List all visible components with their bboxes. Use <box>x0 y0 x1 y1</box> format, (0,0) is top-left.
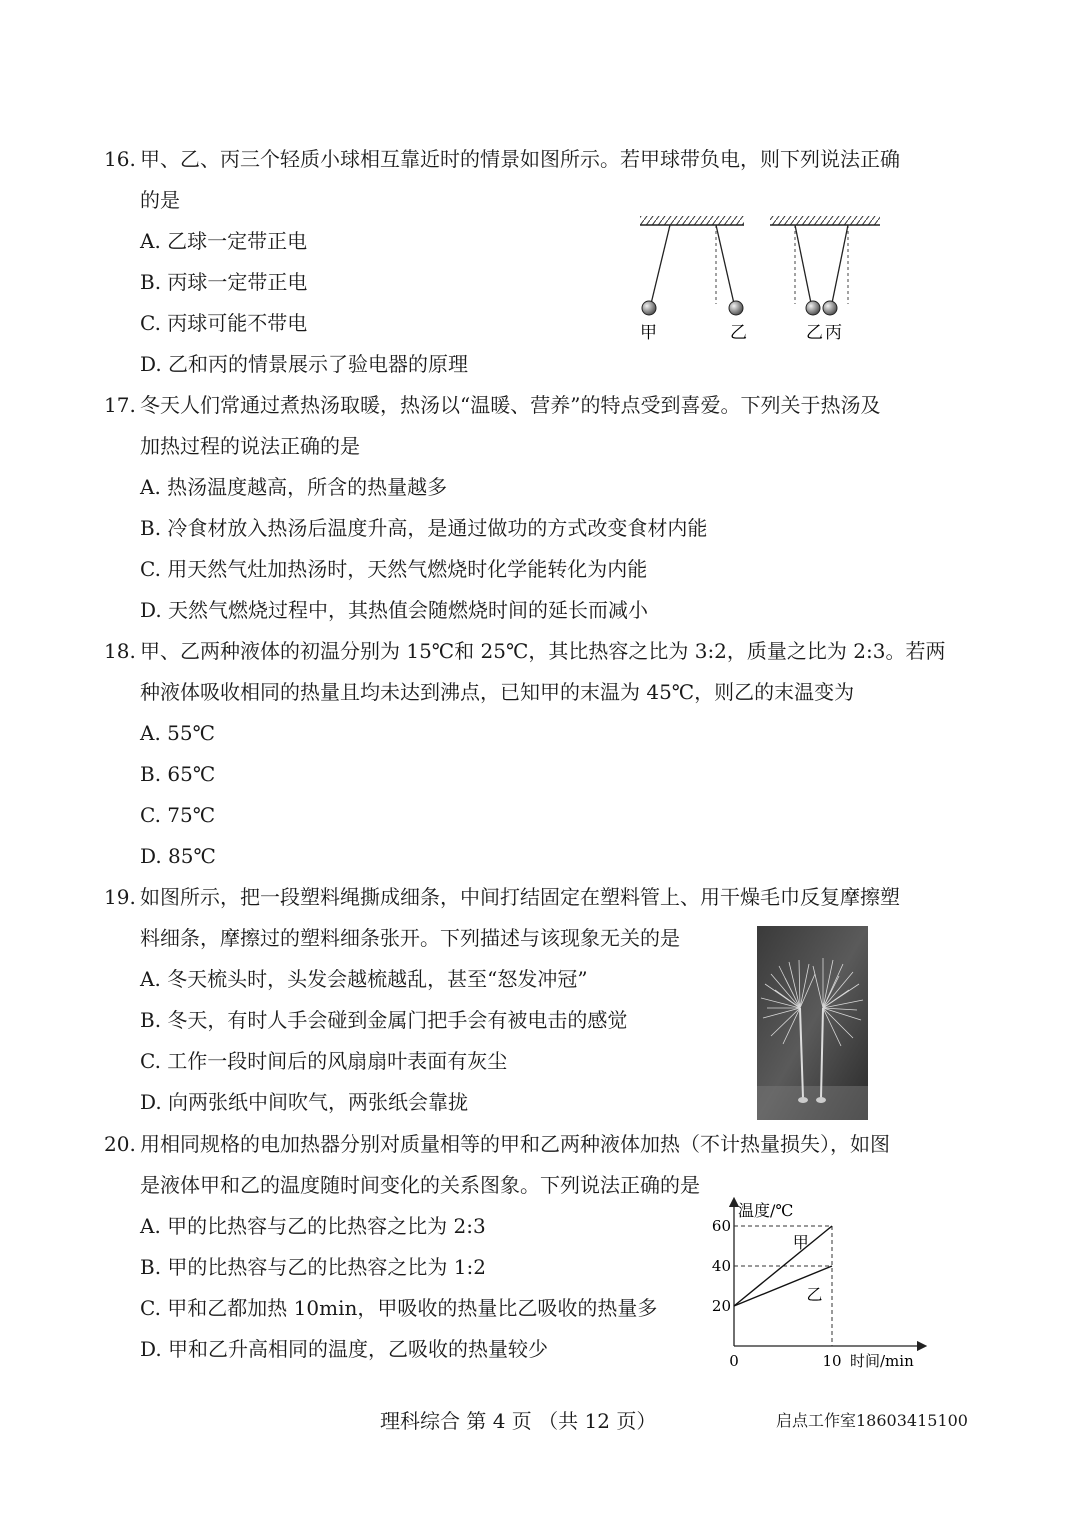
y-tick-20: 20 <box>711 1297 731 1315</box>
q17-option-b[interactable]: B. 冷食材放入热汤后温度升高，是通过做功的方式改变食材内能 <box>140 516 708 540</box>
thread-bing <box>831 225 848 308</box>
thread-jia <box>650 225 670 308</box>
thread-yi-right <box>795 225 812 308</box>
q16-stem-line-1: 16. 甲、乙、丙三个轻质小球相互靠近时的情景如图所示。若甲球带负电，则下列说法正确 <box>104 147 900 171</box>
q16-stem-line-2: 的是 <box>140 188 180 212</box>
q19-option-c[interactable]: C. 工作一段时间后的风扇扇叶表面有灰尘 <box>140 1049 508 1073</box>
q20-option-c[interactable]: C. 甲和乙都加热 10min，甲吸收的热量比乙吸收的热量多 <box>140 1296 658 1320</box>
q18-number: 18. <box>104 639 136 663</box>
q17-option-d[interactable]: D. 天然气燃烧过程中，其热值会随燃烧时间的延长而减小 <box>140 598 649 622</box>
y-tick-40: 40 <box>711 1257 731 1275</box>
q16-pendulum-figure <box>620 212 890 352</box>
q18-option-b[interactable]: B. 65℃ <box>140 762 216 786</box>
q19-option-a[interactable]: A. 冬天梳头时，头发会越梳越乱，甚至“怒发冲冠” <box>140 967 588 991</box>
ball-bing <box>823 301 837 315</box>
q18-option-d[interactable]: D. 85℃ <box>140 844 216 868</box>
ball-jia <box>642 301 656 315</box>
q16-number: 16. <box>104 147 136 171</box>
q16-option-c[interactable]: C. 丙球可能不带电 <box>140 311 308 335</box>
page-footer: 理科综合 第 4 页 （共 12 页） <box>380 1409 657 1433</box>
q19-option-b[interactable]: B. 冬天，有时人手会碰到金属门把手会有被电击的感觉 <box>140 1008 628 1032</box>
ceiling-right <box>770 216 880 225</box>
series-label-yi: 乙 <box>806 1285 823 1304</box>
q20-stem-line-1: 20. 用相同规格的电加热器分别对质量相等的甲和乙两种液体加热（不计热量损失），如图 <box>104 1132 890 1156</box>
q20-temperature-time-chart <box>700 1196 930 1376</box>
q17-number: 17. <box>104 393 136 417</box>
x-tick-10: 10 <box>822 1352 842 1370</box>
ball-yi-right <box>806 301 820 315</box>
label-bing: 丙 <box>825 323 842 343</box>
q19-stem-line-2: 料细条，摩擦过的塑料细条张开。下列描述与该现象无关的是 <box>140 926 680 950</box>
q18-stem-line-2: 种液体吸收相同的热量且均未达到沸点，已知甲的末温为 45℃，则乙的末温变为 <box>140 680 855 704</box>
x-tick-0: 0 <box>729 1352 739 1370</box>
q19-plastic-strips-photo <box>757 926 868 1120</box>
q17-option-c[interactable]: C. 用天然气灶加热汤时，天然气燃烧时化学能转化为内能 <box>140 557 648 581</box>
label-yi-right: 乙 <box>806 323 823 343</box>
q17-stem-line-1: 17. 冬天人们常通过煮热汤取暖，热汤以“温暖、营养”的特点受到喜爱。下列关于热汤及 <box>104 393 881 417</box>
thread-yi-left <box>716 225 735 308</box>
label-jia: 甲 <box>640 323 657 343</box>
q20-stem-line-2: 是液体甲和乙的温度随时间变化的关系图象。下列说法正确的是 <box>140 1173 700 1197</box>
q20-number: 20. <box>104 1132 136 1156</box>
q20-option-b[interactable]: B. 甲的比热容与乙的比热容之比为 1:2 <box>140 1255 486 1279</box>
q18-option-c[interactable]: C. 75℃ <box>140 803 216 827</box>
x-axis-label: 时间/min <box>850 1352 914 1370</box>
series-label-jia: 甲 <box>792 1233 809 1252</box>
studio-watermark: 启点工作室18603415100 <box>776 1411 968 1430</box>
q20-option-d[interactable]: D. 甲和乙升高相同的温度，乙吸收的热量较少 <box>140 1337 549 1361</box>
ceiling-left <box>640 216 744 225</box>
q18-option-a[interactable]: A. 55℃ <box>140 721 215 745</box>
q17-stem-line-2: 加热过程的说法正确的是 <box>140 434 360 458</box>
q20-option-a[interactable]: A. 甲的比热容与乙的比热容之比为 2:3 <box>140 1214 486 1238</box>
q16-option-d[interactable]: D. 乙和丙的情景展示了验电器的原理 <box>140 352 469 376</box>
q16-option-b[interactable]: B. 丙球一定带正电 <box>140 270 308 294</box>
label-yi-left: 乙 <box>730 323 747 343</box>
y-axis-label: 温度/℃ <box>738 1201 794 1220</box>
q18-stem-line-1: 18. 甲、乙两种液体的初温分别为 15℃和 25℃，其比热容之比为 3:2，质量之比为 2:3。若两 <box>104 639 946 663</box>
q17-option-a[interactable]: A. 热汤温度越高，所含的热量越多 <box>140 475 448 499</box>
q16-option-a[interactable]: A. 乙球一定带正电 <box>140 229 308 253</box>
q19-option-d[interactable]: D. 向两张纸中间吹气，两张纸会靠拢 <box>140 1090 469 1114</box>
q19-number: 19. <box>104 885 136 909</box>
ball-yi-left <box>729 301 743 315</box>
y-tick-60: 60 <box>711 1217 731 1235</box>
q19-stem-line-1: 19. 如图所示，把一段塑料绳撕成细条，中间打结固定在塑料管上、用干燥毛巾反复摩擦塑 <box>104 885 900 909</box>
